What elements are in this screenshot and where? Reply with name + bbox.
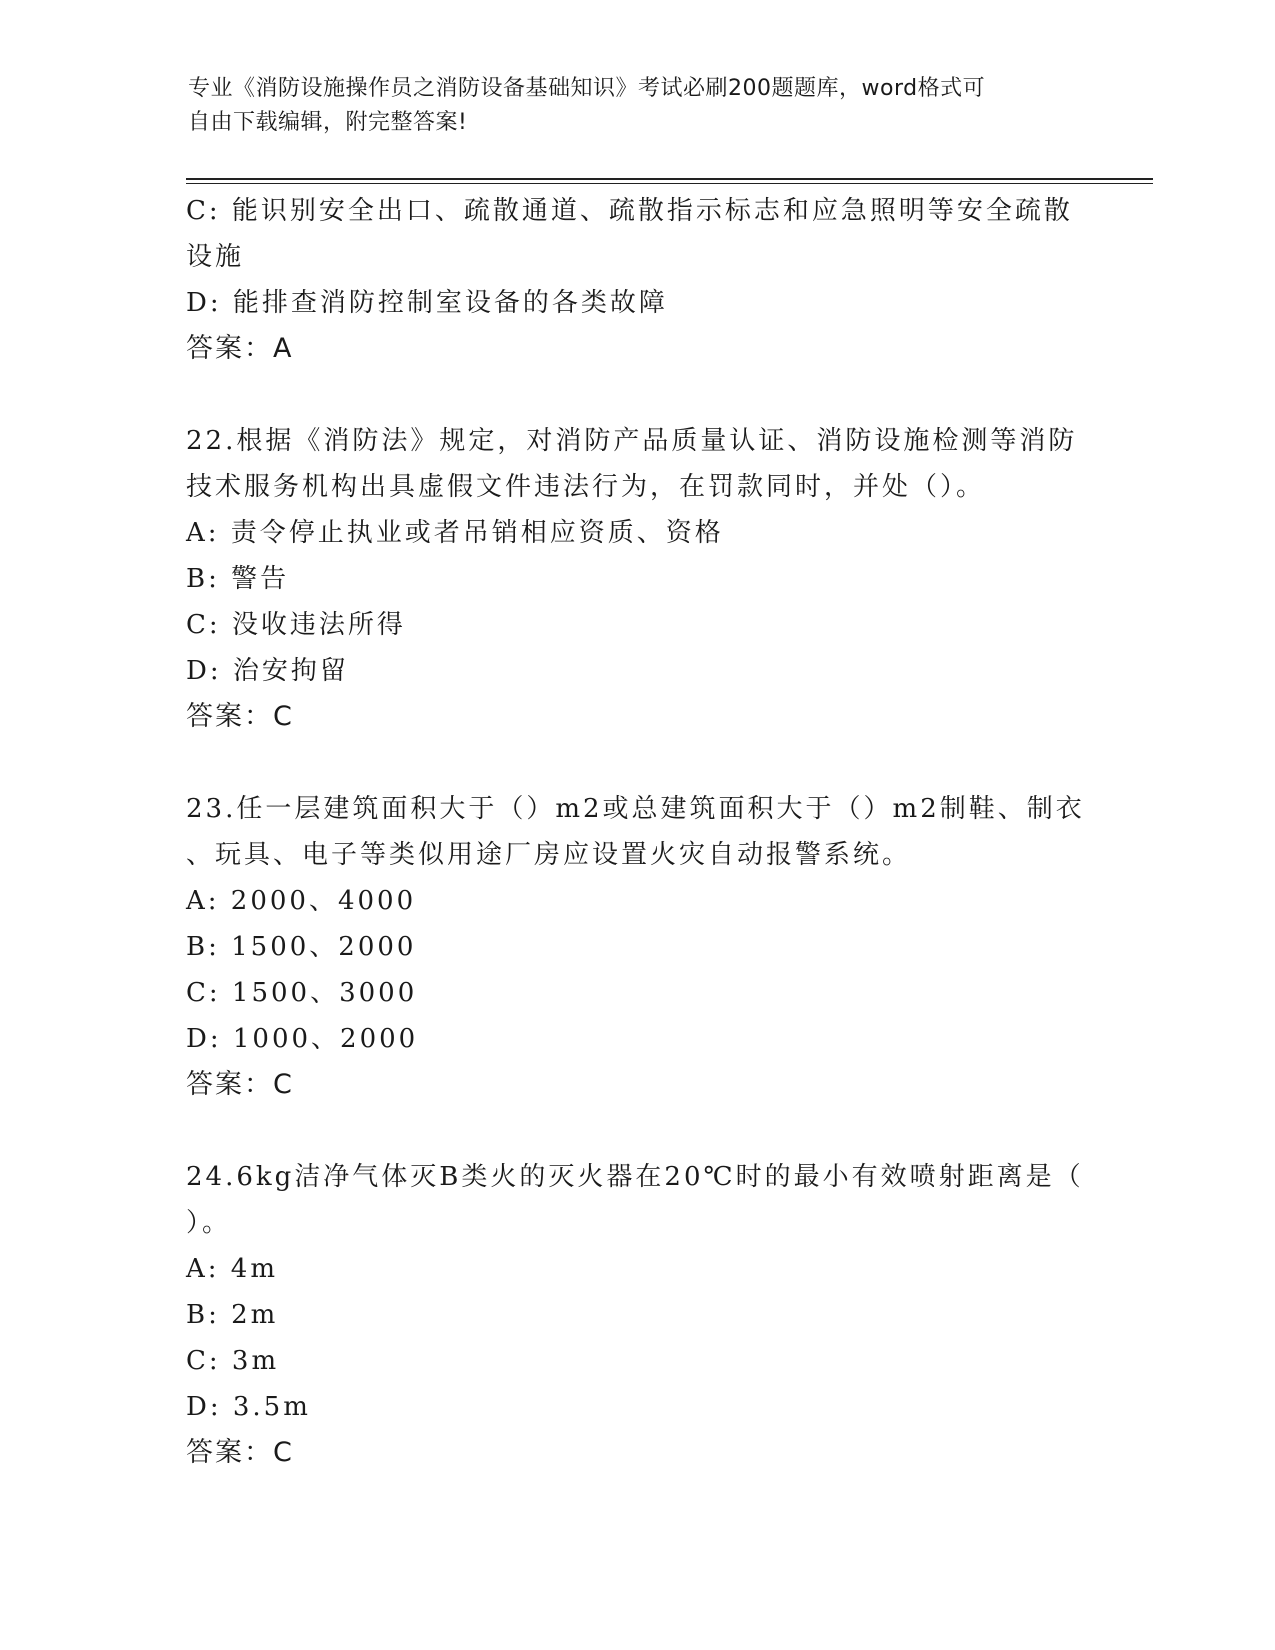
option-b: B: 2m: [186, 1300, 279, 1330]
option-d: D: 治安拘留: [186, 656, 349, 686]
header-title-line-1: 专业《消防设施操作员之消防设备基础知识》考试必刷200题题库，word格式可: [188, 76, 986, 101]
question-stem: 23.任一层建筑面积大于（）m2或总建筑面积大于（）m2制鞋、制衣: [186, 794, 1085, 824]
carryover-question: [186, 188, 1086, 372]
answer: 答案：C: [186, 1437, 294, 1468]
option-c: C: 3m: [186, 1346, 280, 1376]
option-d: D: 能排查消防控制室设备的各类故障: [186, 288, 668, 318]
question-stem: 22.根据《消防法》规定，对消防产品质量认证、消防设施检测等消防: [186, 426, 1078, 456]
question-stem: 24.6kg洁净气体灭B类火的灭火器在20℃时的最小有效喷射距离是（: [186, 1162, 1084, 1192]
option-a: A: 2000、4000: [186, 886, 417, 916]
option-c: C: 没收违法所得: [186, 610, 406, 640]
document-body: [186, 188, 1086, 1476]
question-stem-continued: 、玩具、电子等类似用途厂房应设置火灾自动报警系统。: [186, 840, 912, 870]
option-d: D: 3.5m: [186, 1392, 311, 1422]
question-22: [186, 418, 1086, 740]
option-c: C: 能识别安全出口、疏散通道、疏散指示标志和应急照明等安全疏散: [186, 196, 1073, 226]
option-b: B: 1500、2000: [186, 932, 417, 962]
spacer: [186, 740, 1086, 786]
answer: 答案：C: [186, 701, 294, 732]
option-a: A: 责令停止执业或者吊销相应资质、资格: [186, 518, 724, 548]
option-b: B: 警告: [186, 564, 290, 594]
answer: 答案：A: [186, 333, 294, 364]
header-divider: [186, 178, 1153, 184]
question-23: [186, 786, 1086, 1108]
option-c-continued: 设施: [186, 242, 245, 272]
document-header: [188, 72, 1088, 140]
question-stem-continued: 技术服务机构出具虚假文件违法行为，在罚款同时，并处（）。: [186, 472, 986, 502]
spacer: [186, 1108, 1086, 1154]
answer: 答案：C: [186, 1069, 294, 1100]
option-c: C: 1500、3000: [186, 978, 418, 1008]
header-title-line-2: 自由下载编辑，附完整答案!: [188, 110, 468, 135]
option-a: A: 4m: [186, 1254, 278, 1284]
option-d: D: 1000、2000: [186, 1024, 419, 1054]
question-stem-continued: ）。: [186, 1208, 232, 1238]
spacer: [186, 372, 1086, 418]
question-24: [186, 1154, 1086, 1476]
